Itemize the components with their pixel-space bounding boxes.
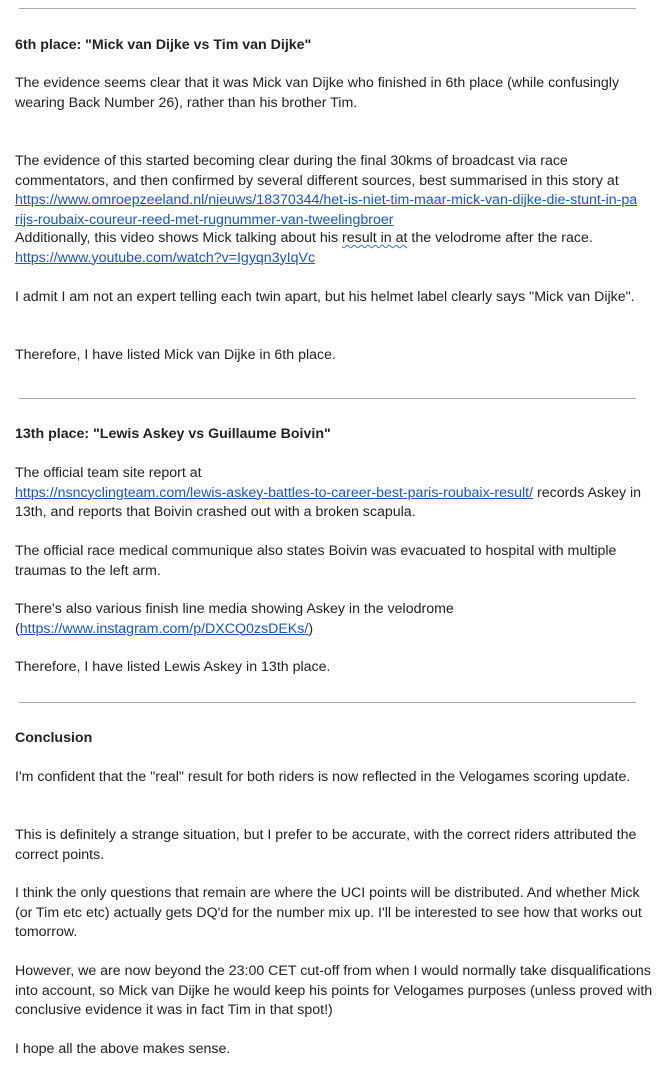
paragraph: The official race medical communique also states Boivin was evacuated to hospital with multiple traumas to the left arm. bbox=[15, 543, 617, 579]
youtube-link[interactable]: https://www.youtube.com/watch?v=Igyqn3yIqVc bbox=[15, 249, 316, 266]
paren: ( bbox=[15, 620, 20, 637]
paragraph: I hope all the above makes sense. bbox=[15, 1041, 231, 1057]
omroepzeeland-link[interactable]: https://www.omroepzeeland.nl/nieuws/18370344/het-is-niet-tim-maar-mick-van-dijke-die-stunt-in-parijs-roubaix-coureur-reed-met-rugnummer-van-tweelingbroer bbox=[15, 192, 638, 228]
paren: ) bbox=[308, 620, 314, 637]
paragraph-text: the velodrome after the race. bbox=[411, 230, 593, 246]
nsn-cycling-team-link[interactable]: https://nsncyclingteam.com/lewis-askey-battles-to-career-best-paris-roubaix-result/ bbox=[15, 484, 534, 501]
paragraph-text: The evidence of this started becoming clear during the final 30kms of broadcast via race commentators, and then confirmed by several different sources, best summarised in this story at bbox=[15, 153, 619, 189]
paragraph-text: The official team site report at bbox=[15, 465, 202, 481]
divider-top bbox=[19, 8, 636, 9]
section-heading-13th-place: 13th place: "Lewis Askey vs Guillaume Boivin" bbox=[15, 426, 331, 442]
paragraph: The evidence seems clear that it was Mick van Dijke who finished in 6th place (while confusingly wearing Back Number 26), rather than his brother Tim. bbox=[15, 75, 620, 111]
section-heading-conclusion: Conclusion bbox=[15, 730, 93, 746]
divider bbox=[19, 398, 636, 399]
paragraph bbox=[15, 600, 655, 639]
paragraph bbox=[15, 229, 655, 268]
paragraph-text: Additionally, this video shows Mick talking about his bbox=[15, 230, 339, 246]
paragraph: However, we are now beyond the 23:00 CET cut-off from when I would normally take disqualifications into account, so Mick van Dijke he would keep his points for Velogames purposes (unless proved with conclusive evidence it was in fact Tim in that spot!) bbox=[15, 963, 653, 1018]
paragraph: This is definitely a strange situation, but I prefer to be accurate, with the correct riders attributed the correct points. bbox=[15, 827, 637, 863]
paragraph: I'm confident that the "real" result for both riders is now reflected in the Velogames scoring update. bbox=[15, 769, 631, 785]
paragraph: Therefore, I have listed Mick van Dijke in 6th place. bbox=[15, 347, 336, 363]
paragraph: I think the only questions that remain are where the UCI points will be distributed. And whether Mick (or Tim etc etc) actually gets DQ'd for the number mix up. I'll be interested to see how that works out tomorrow. bbox=[15, 885, 642, 940]
paragraph: I admit I am not an expert telling each twin apart, but his helmet label clearly says "Mick van Dijke". bbox=[15, 289, 635, 305]
paragraph: Therefore, I have listed Lewis Askey in 13th place. bbox=[15, 659, 331, 675]
spellcheck-underlined-text: result in at bbox=[342, 230, 408, 246]
section-heading-6th-place: 6th place: "Mick van Dijke vs Tim van Dijke" bbox=[15, 37, 312, 53]
paragraph bbox=[15, 152, 655, 230]
paragraph-text: records Askey in 13th, and reports that Boivin crashed out with a broken scapula. bbox=[15, 484, 642, 520]
paragraph-text: There's also various finish line media showing Askey in the velodrome bbox=[15, 601, 454, 617]
divider bbox=[19, 702, 636, 703]
paragraph bbox=[15, 464, 655, 523]
instagram-link[interactable]: https://www.instagram.com/p/DXCQ0zsDEKs/ bbox=[19, 620, 309, 637]
